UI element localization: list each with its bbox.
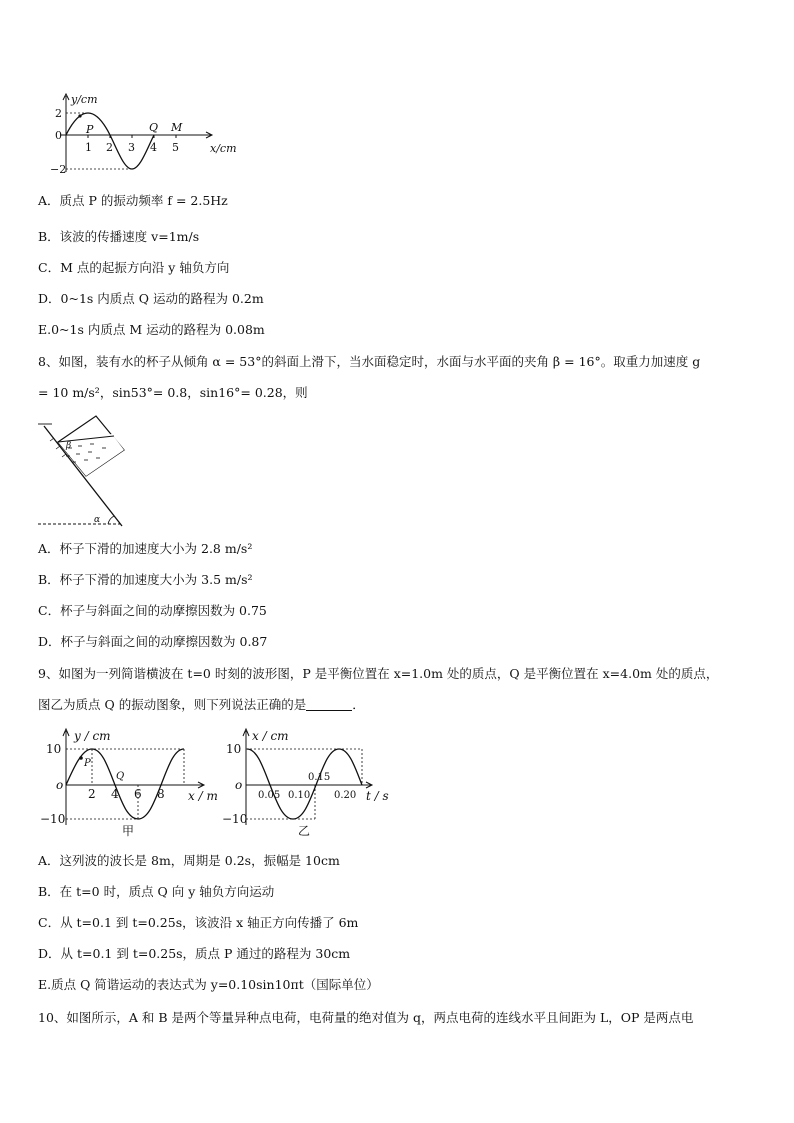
point-m-label: M bbox=[171, 121, 183, 134]
q9-stem-text: 图乙为质点 Q 的振动图象，则下列说法正确的是 bbox=[38, 697, 307, 712]
tick-y-bottom: −10 bbox=[40, 812, 66, 826]
tick-x-4: 4 bbox=[150, 141, 157, 154]
wave-graph-1 bbox=[40, 90, 250, 180]
axis-label-x: x / m bbox=[188, 789, 218, 803]
tick-t-010: 0.10 bbox=[288, 790, 311, 801]
origin-label: o bbox=[56, 778, 64, 792]
tick-y-bottom: −10 bbox=[222, 812, 248, 826]
tick-x-2: 2 bbox=[88, 787, 96, 801]
q9-option-a: A．这列波的波长是 8m，周期是 0.2s，振幅是 10cm bbox=[38, 853, 340, 868]
figure-caption-yi: 乙 bbox=[298, 824, 311, 838]
tick-x-8: 8 bbox=[157, 787, 165, 801]
q10-stem-line1: 10、如图所示，A 和 B 是两个等量异种点电荷，电荷量的绝对值为 q，两点电荷的连线水平且间距为 L，OP 是两点电 bbox=[38, 1010, 694, 1025]
tick-t-015: 0.15 bbox=[308, 772, 331, 783]
q9-option-d: D．从 t=0.1 到 t=0.25s，质点 P 通过的路程为 30cm bbox=[38, 946, 351, 961]
point-p-label: P bbox=[84, 758, 91, 769]
vibration-graph-yi bbox=[222, 725, 392, 843]
q9-stem-end: ． bbox=[352, 697, 365, 712]
origin-label: o bbox=[235, 778, 243, 792]
tick-x-4: 4 bbox=[111, 787, 119, 801]
wave-graph-jia bbox=[36, 725, 221, 843]
q8-option-b: B．杯子下滑的加速度大小为 3.5 m/s² bbox=[38, 572, 253, 587]
angle-beta-label: β bbox=[66, 441, 72, 451]
tick-y-top: 10 bbox=[226, 742, 242, 756]
angle-alpha-label: α bbox=[94, 515, 101, 525]
q9-stem-line2 bbox=[38, 697, 365, 713]
tick-x-1: 1 bbox=[85, 141, 92, 154]
answer-blank bbox=[306, 698, 352, 711]
q9-option-c: C．从 t=0.1 到 t=0.25s，该波沿 x 轴正方向传播了 6m bbox=[38, 915, 359, 930]
q8-stem-line1: 8、如图，装有水的杯子从倾角 α = 53°的斜面上滑下，当水面稳定时，水面与水平面的夹角 β = 16°。取重力加速度 g bbox=[38, 354, 701, 369]
q7-option-b: B．该波的传播速度 v=1m/s bbox=[38, 229, 200, 244]
tick-y-bottom: −2 bbox=[50, 163, 67, 176]
tick-x-3: 3 bbox=[128, 141, 135, 154]
axis-label-y: x / cm bbox=[252, 729, 289, 743]
tick-y-top: 2 bbox=[55, 107, 62, 120]
incline-cup-figure bbox=[36, 412, 136, 530]
tick-x-2: 2 bbox=[106, 141, 113, 154]
axis-label-x: x/cm bbox=[210, 142, 237, 155]
q8-stem-line2: = 10 m/s²，sin53°= 0.8，sin16°= 0.28，则 bbox=[38, 385, 308, 400]
tick-t-005: 0.05 bbox=[258, 790, 281, 801]
point-p-label: P bbox=[86, 123, 94, 136]
axis-label-y: y/cm bbox=[71, 93, 98, 106]
tick-x-5: 5 bbox=[172, 141, 179, 154]
axis-label-y: y / cm bbox=[74, 729, 111, 743]
q8-option-a: A．杯子下滑的加速度大小为 2.8 m/s² bbox=[38, 541, 253, 556]
point-q-label: Q bbox=[116, 771, 125, 782]
q7-option-a: A．质点 P 的振动频率 f = 2.5Hz bbox=[38, 193, 228, 208]
point-q-label: Q bbox=[149, 121, 159, 134]
q7-option-e: E.0~1s 内质点 M 运动的路程为 0.08m bbox=[38, 322, 265, 337]
q7-option-c: C．M 点的起振方向沿 y 轴负方向 bbox=[38, 260, 230, 275]
axis-label-x: t / s bbox=[366, 789, 389, 803]
q8-option-d: D．杯子与斜面之间的动摩擦因数为 0.87 bbox=[38, 634, 268, 649]
q9-stem-line1: 9、如图为一列简谐横波在 t=0 时刻的波形图，P 是平衡位置在 x=1.0m 处的质点，Q 是平衡位置在 x=4.0m 处的质点， bbox=[38, 666, 719, 681]
q8-option-c: C．杯子与斜面之间的动摩擦因数为 0.75 bbox=[38, 603, 267, 618]
figure-caption-jia: 甲 bbox=[122, 824, 135, 838]
tick-y-top: 10 bbox=[46, 742, 62, 756]
tick-t-020: 0.20 bbox=[334, 790, 357, 801]
origin-label: 0 bbox=[55, 129, 62, 142]
q9-option-b: B．在 t=0 时，质点 Q 向 y 轴负方向运动 bbox=[38, 884, 275, 899]
q7-option-d: D．0~1s 内质点 Q 运动的路程为 0.2m bbox=[38, 291, 264, 306]
q9-option-e: E.质点 Q 简谐运动的表达式为 y=0.10sin10πt（国际单位） bbox=[38, 977, 379, 992]
tick-x-6: 6 bbox=[134, 787, 142, 801]
